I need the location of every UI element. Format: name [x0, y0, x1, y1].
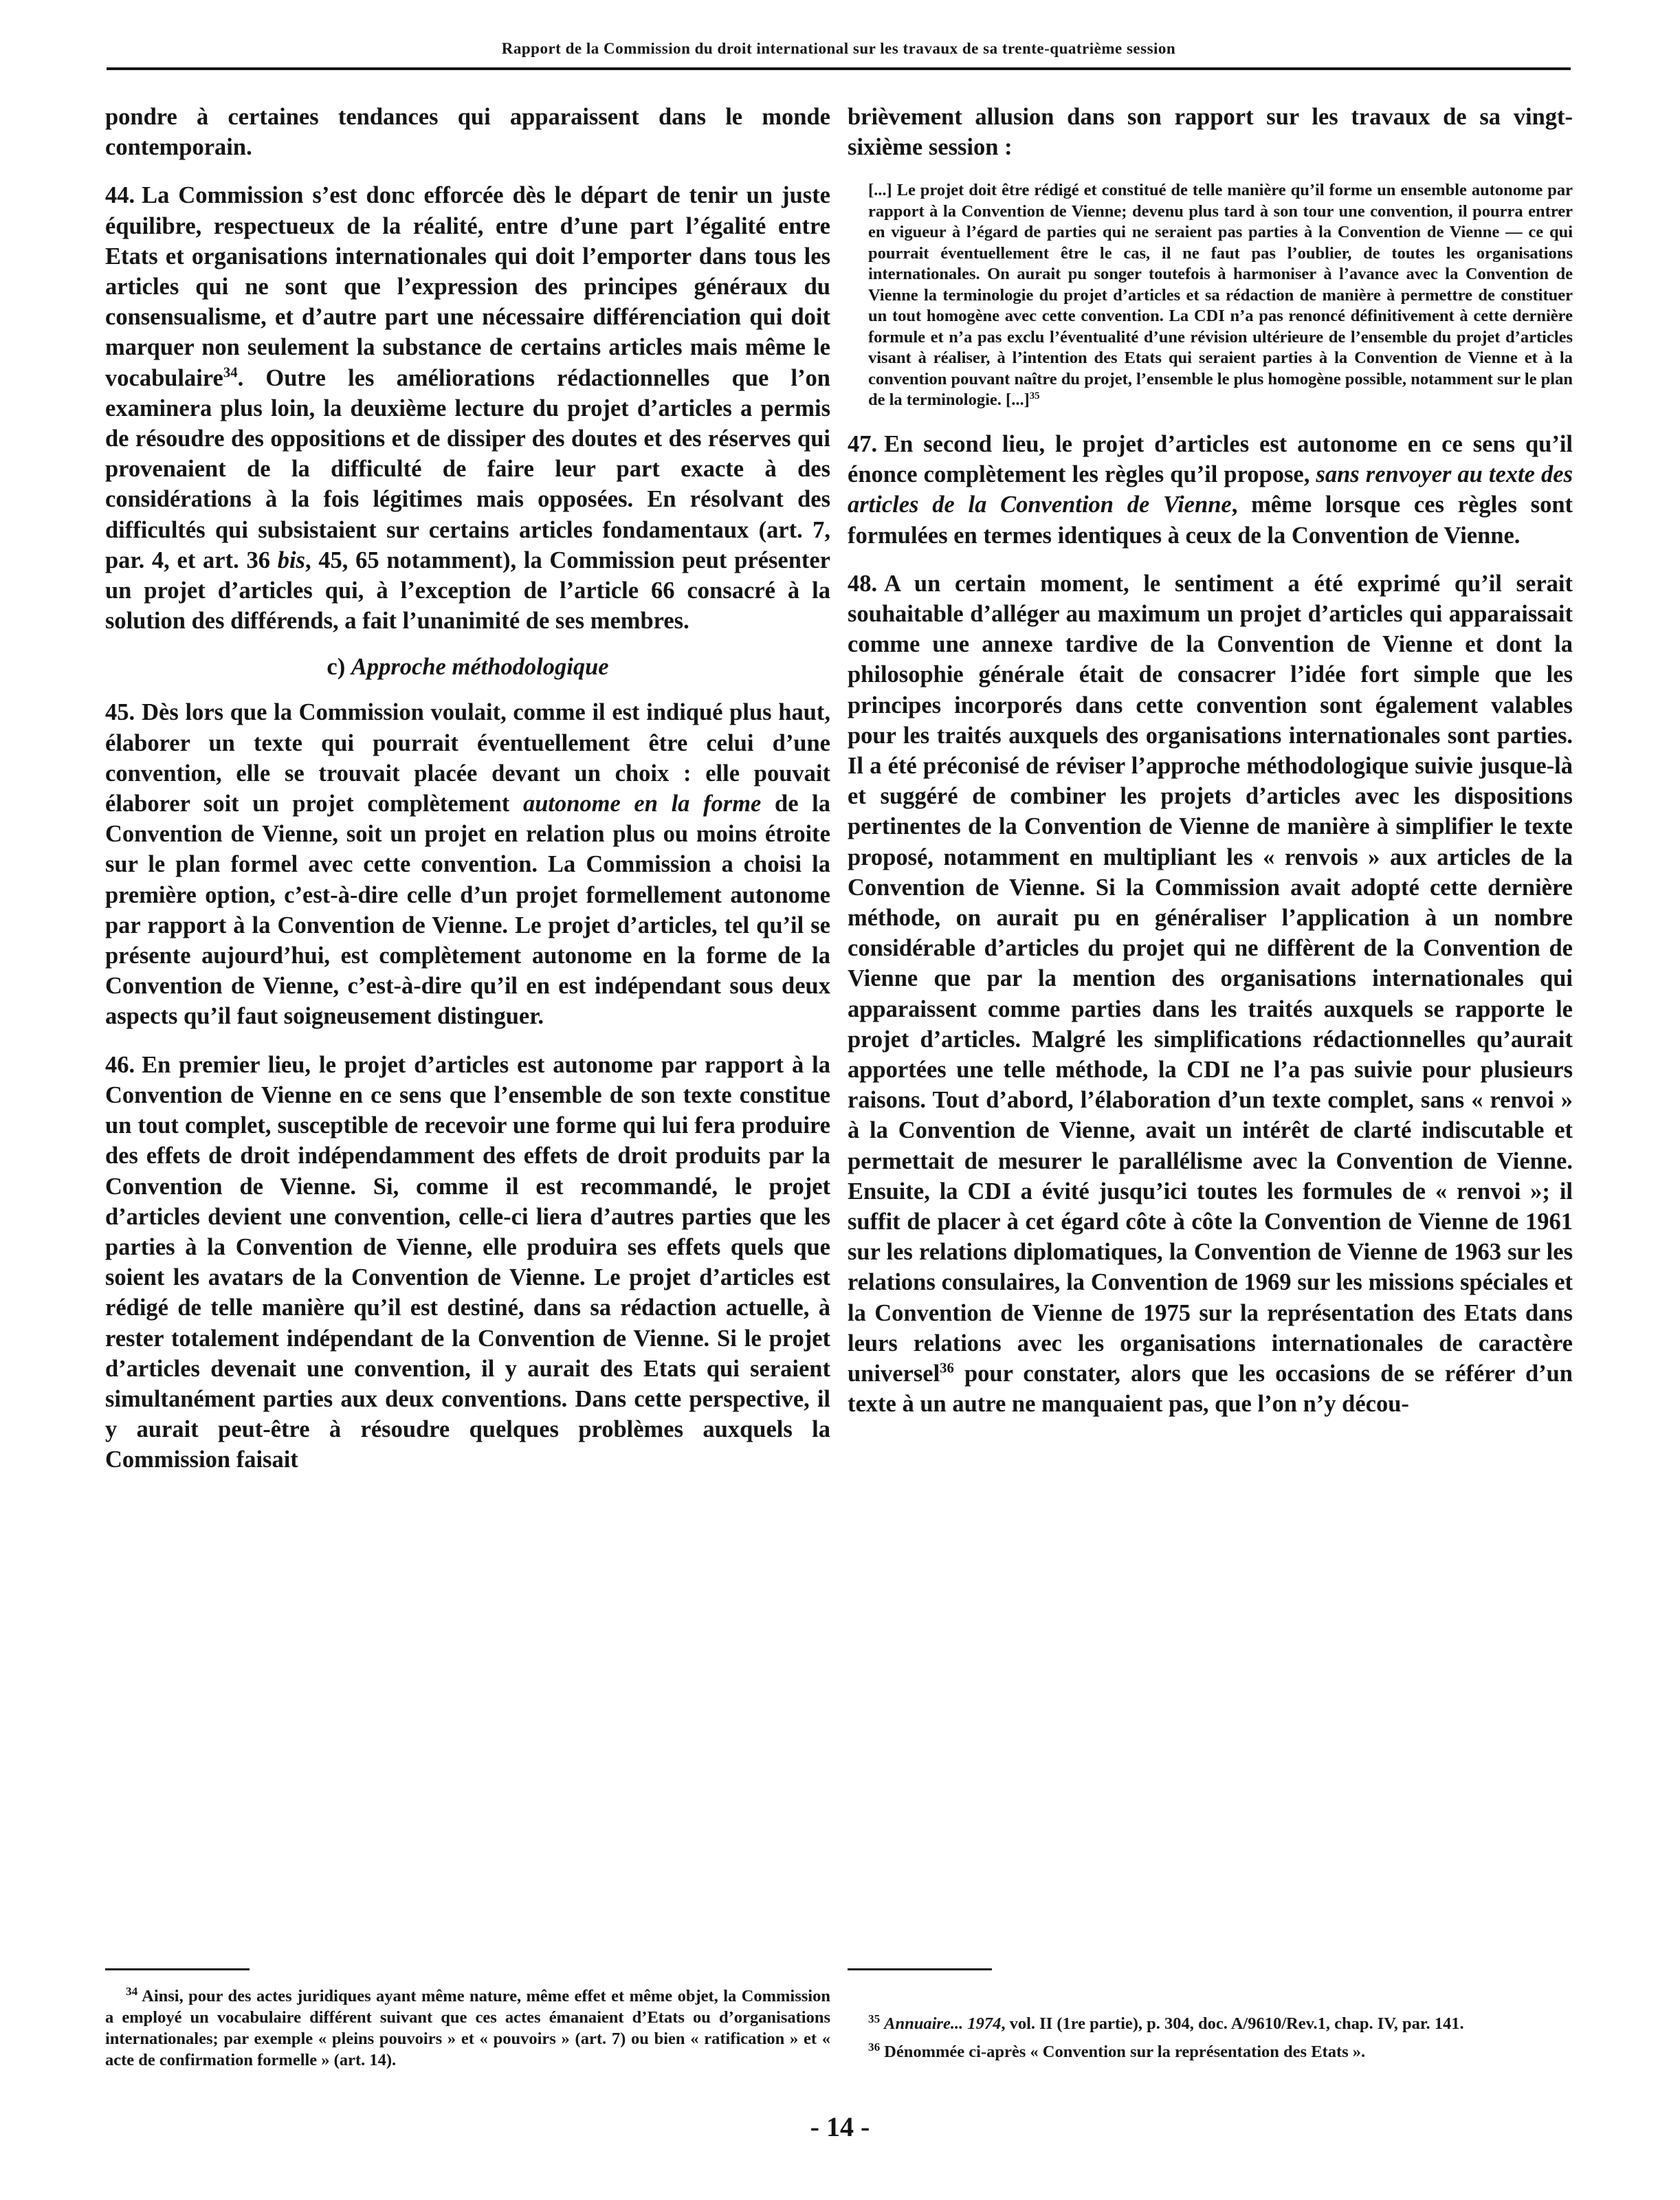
paragraph-text: pour constater, alors que les occasions de se référer d’un texte à un autre ne manquaient pas, que l’on n’y décou- — [848, 1361, 1573, 1418]
paragraph-number: 47. — [848, 430, 878, 457]
running-header: Rapport de la Commission du droit international sur les travaux de sa trente-quatrième session — [107, 40, 1571, 70]
quote-text: [...] Le projet doit être rédigé et constitué de telle manière qu’il forme un ensemble autonome par rapport à la Convention de Vienne; devenu plus tard à son tour une convention, il pourra entrer en vigueur à l’égard de parties qui ne seraient pas parties à la Convention de Vienne — ce qui pourrait éventuellement être le cas, il ne faut pas l’oublier, de toutes les organisations internationales. On aurait pu songer toutefois à harmoniser à l’avance avec la Convention de Vienne la terminologie du projet d’articles et sa rédaction de manière à permettre de constituer un tout homogène avec cette convention. La CDI n’a pas renoncé définitivement à cette dernière formule et n’a pas exclu l’éventualité d’une révision ultérieure de l’ensemble du projet d’articles visant à réaliser, à l’intention des Etats qui seraient parties à la Convention de Vienne et à la convention pouvant naître du projet, l’ensemble le plus homogène possible, notamment sur le plan de la terminologie. [...] — [868, 181, 1573, 410]
paragraph-48 — [848, 569, 1573, 1420]
left-column — [105, 102, 830, 1493]
italic-text: Annuaire... 1974 — [884, 2014, 1002, 2033]
paragraph-text: A un certain moment, le sentiment a été exprimé qu’il serait souhaitable d’alléger au maximum un projet d’articles qui apparaissait comme une annexe tardive de la Convention de Vienne et dont la philosophie générale était de consacrer l’idée fort simple que les principes incorporés dans cette convention sont également valables pour les traités auxquels des organisations internationales sont parties. Il a été préconisé de réviser l’approche méthodologique suivie jusque-là et suggéré de combiner les projets d’articles avec les dispositions pertinentes de la Convention de Vienne de manière à simplifier le texte proposé, notamment en multipliant les « renvois » aux articles de la Convention de Vienne. Si la Commission avait adopté cette dernière méthode, on aurait pu en généraliser l’application à un nombre considérable d’articles du projet qui ne diffèrent de la Convention de Vienne que par la mention des organisations internationales qui apparaissent comme parties dans les traités auxquels se rapporte le projet d’articles. Malgré les simplifications rédactionnelles qu’aurait apportées une telle méthode, la CDI ne l’a pas suivie pour plusieurs raisons. Tout d’abord, l’élaboration d’un texte complet, sans « renvoi » à la Convention de Vienne, avait un intérêt de clarté indiscutable et permettait de mesurer le parallélisme avec la Convention de Vienne. Ensuite, la CDI a évité jusqu’ici toutes les formules de « renvoi »; il suffit de placer à cet égard côte à côte la Convention de Vienne de 1961 sur les relations diplomatiques, la Convention de Vienne de 1963 sur les relations consulaires, la Convention de 1969 sur les missions spéciales et la Convention de Vienne de 1975 sur la représentation des Etats dans leurs relations avec les organisations internationales de caractère universel — [848, 570, 1573, 1387]
paragraph-46 — [105, 1050, 830, 1475]
continuation-paragraph: pondre à certaines tendances qui apparaissent dans le monde contemporain. — [105, 104, 830, 161]
italic-text: sans renvoyer au texte des articles de la Convention de Vienne — [848, 461, 1573, 518]
paragraph-number: 45. — [105, 699, 135, 726]
footnote-ref: 34 — [223, 365, 238, 381]
continuation-paragraph: brièvement allusion dans son rapport sur les travaux de sa vingt-sixième session : — [848, 104, 1573, 161]
italic-text: autonome en la forme — [522, 791, 762, 817]
paragraph-number: 48. — [848, 570, 878, 597]
subheading-letter: c) — [327, 654, 346, 681]
footnote-35 — [848, 2013, 1573, 2034]
footnote-text: , vol. II (1re partie), p. 304, doc. A/9610/Rev.1, chap. IV, par. 141. — [1001, 2014, 1464, 2033]
paragraph-text: . Outre les améliorations rédactionnelles que l’on examinera plus loin, la deuxième lecture du projet d’articles a permis de résoudre des oppositions et de dissiper des doutes et des réserves qui provenaient de la difficulté de faire leur part exacte à des considérations à la fois légitimes mais opposées. En résolvant des difficultés qui subsistaient sur certains articles fondamentaux (art. 7, par. 4, et art. 36 — [105, 364, 830, 573]
paragraph-44 — [105, 180, 830, 636]
paragraph-text: En second lieu, le projet d’articles est autonome en ce sens qu’il énonce complètement les règles qu’il propose, — [848, 430, 1573, 488]
subheading-title: Approche méthodologique — [351, 654, 609, 681]
footnote-number: 35 — [868, 2012, 881, 2025]
footnote-text: Dénommée ci-après « Convention sur la représentation des Etats ». — [884, 2043, 1366, 2061]
paragraph-45 — [105, 697, 830, 1031]
footnote-divider — [105, 1968, 250, 1970]
paragraph-text: En premier lieu, le projet d’articles est autonome par rapport à la Convention de Vienne en ce sens que l’ensemble de son texte constitue un tout complet, susceptible de recevoir une forme qui lui fera produire des effets de droit indépendamment des effets de droit produits par la Convention de Vienne. Si, comme il est recommandé, le projet d’articles devient une convention, celle-ci liera d’autres parties que les parties à la Convention de Vienne, elle produira ses effets quels que soient les avatars de la Convention de Vienne. Le projet d’articles est rédigé de telle manière qu’il est destiné, dans sa rédaction actuelle, à rester totalement indépendant de la Convention de Vienne. Si le projet d’articles devenait une convention, il y aurait des Etats qui seraient simultanément parties aux deux conventions. Dans cette perspective, il y aurait peut-être à résoudre quelques problèmes auxquels la Commission faisait — [105, 1051, 830, 1473]
paragraph-text: La Commission s’est donc efforcée dès le départ de tenir un juste équilibre, respectueux de la réalité, entre d’une part l’égalité entre Etats et organisations internationales qui doit l’emporter dans tous les articles qui ne sont que l’expression des principes généraux du consensualisme, et d’autre part une nécessaire différenciation qui doit marquer non seulement la substance de certains articles mais même le vocabulaire — [105, 182, 830, 391]
footnote-36 — [848, 2041, 1573, 2062]
page-number: - 14 - — [810, 2111, 870, 2142]
footnote-ref: 36 — [940, 1361, 954, 1376]
section-subheading — [105, 654, 830, 681]
paragraph-text: de la Convention de Vienne, soit un projet en relation plus ou moins étroite sur le plan formel avec cette convention. La Commission a choisi la première option, c’est-à-dire celle d’un projet formellement autonome par rapport à la Convention de Vienne. Le projet d’articles, tel qu’il se présente aujourd’hui, est complètement autonome en la forme de la Convention de Vienne, c’est-à-dire qu’il en est indépendant sous deux aspects qu’il faut soigneusement distinguer. — [105, 791, 830, 1030]
footnote-ref: 35 — [1029, 390, 1040, 402]
paragraph-text: , même lorsque ces règles sont formulées en termes identiques à ceux de la Convention de Vienne. — [848, 492, 1573, 549]
footnote-number: 34 — [126, 1984, 138, 1998]
italic-text: bis — [277, 547, 305, 573]
footnote-number: 36 — [868, 2040, 881, 2054]
right-column — [848, 102, 1573, 1437]
paragraph-number: 46. — [105, 1051, 135, 1078]
paragraph-number: 44. — [105, 182, 135, 209]
paragraph-47 — [848, 429, 1573, 551]
left-footnotes — [105, 1986, 830, 2078]
footnote-text: Ainsi, pour des actes juridiques ayant même nature, même effet et même objet, la Commission a employé un vocabulaire différent suivant que ces actes émanaient d’Etats ou d’organisations internationales; par exemple « pleins pouvoirs » et « pouvoirs » (art. 7) ou bien « ratification » et « acte de confirmation formelle » (art. 14). — [105, 1987, 830, 2069]
paragraph-text: , 45, 65 notamment), la Commission peut présenter un projet d’articles qui, à l’exception de l’article 66 consacré à la solution des différends, a fait l’unanimité de ses membres. — [105, 547, 830, 635]
footnote-34 — [105, 1986, 830, 2071]
paragraph-text: Dès lors que la Commission voulait, comme il est indiqué plus haut, élaborer un texte qui pourrait éventuellement être celui d’une convention, elle se trouvait placée devant un choix : elle pouvait élaborer soit un projet complètement — [105, 699, 830, 817]
right-footnotes — [848, 2013, 1573, 2069]
block-quote — [848, 180, 1573, 411]
footnote-divider — [848, 1968, 992, 1970]
